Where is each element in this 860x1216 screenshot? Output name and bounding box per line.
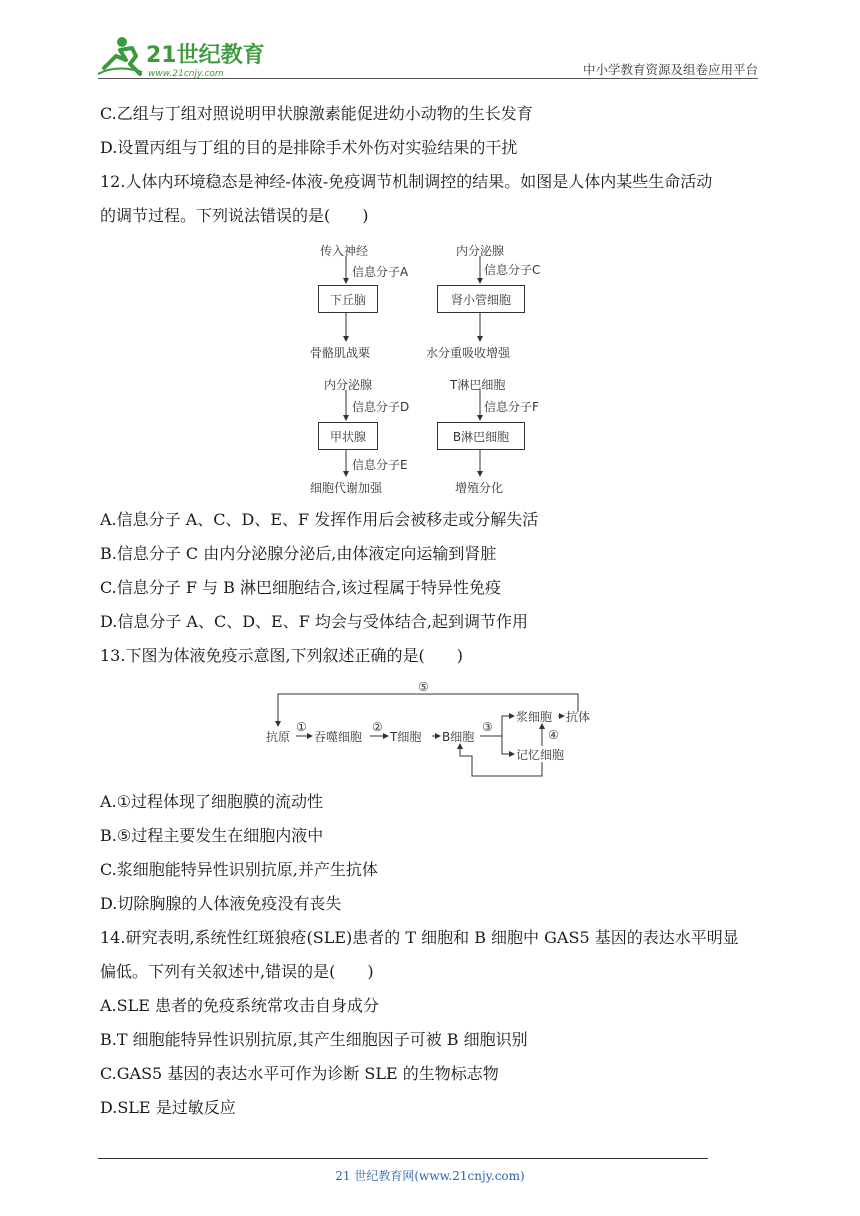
endocrine-gland-label-2: 内分泌腺 <box>324 378 373 392</box>
q13-option-a: A.①过程体现了细胞膜的流动性 <box>100 792 323 811</box>
phagocyte-label: 吞噬细胞 <box>314 730 363 744</box>
plasma-cell-label: 浆细胞 <box>516 710 553 724</box>
signal-e-label: 信息分子E <box>352 458 408 472</box>
q14-option-c: C.GAS5 基因的表达水平可作为诊断 SLE 的生物标志物 <box>100 1064 499 1083</box>
q14-stem-line2: 偏低。下列有关叙述中,错误的是( ) <box>100 962 374 981</box>
regulation-diagram <box>300 236 560 498</box>
b-cell-label: B细胞 <box>442 730 475 744</box>
q12-option-d: D.信息分子 A、C、D、E、F 均会与受体结合,起到调节作用 <box>100 612 529 631</box>
afferent-nerve-label: 传入神经 <box>320 244 369 258</box>
option-d-q11: D.设置丙组与丁组的目的是排除手术外伤对实验结果的干扰 <box>100 138 518 157</box>
q13-option-b: B.⑤过程主要发生在细胞内液中 <box>100 826 324 845</box>
option-c-q11: C.乙组与丁组对照说明甲状腺激素能促进幼小动物的生长发育 <box>100 104 533 123</box>
memory-cell-label: 记忆细胞 <box>516 748 565 762</box>
process-1-label: ① <box>296 720 307 734</box>
q13-option-d: D.切除胸腺的人体液免疫没有丧失 <box>100 894 342 913</box>
q12-option-a: A.信息分子 A、C、D、E、F 发挥作用后会被移走或分解失活 <box>100 510 539 529</box>
process-4-label: ④ <box>548 728 559 742</box>
process-2-label: ② <box>372 720 383 734</box>
metabolism-label: 细胞代谢加强 <box>310 481 383 495</box>
t-cell-label: T细胞 <box>390 730 422 744</box>
logo-url: www.21cnjy.com <box>148 69 224 79</box>
header-platform-text: 中小学教育资源及组卷应用平台 <box>582 62 758 77</box>
q12-stem-line1: 12.人体内环境稳态是神经-体液-免疫调节机制调控的结果。如图是人体内某些生命活动 <box>100 172 713 191</box>
signal-d-label: 信息分子D <box>352 400 410 414</box>
hypothalamus-box: 下丘脑 <box>318 285 378 313</box>
thyroid-box: 甲状腺 <box>318 422 378 450</box>
q12-option-c: C.信息分子 F 与 B 淋巴细胞结合,该过程属于特异性免疫 <box>100 578 502 597</box>
footer-divider <box>98 1158 708 1159</box>
b-lymphocyte-box: B淋巴细胞 <box>437 422 525 450</box>
proliferation-label: 增殖分化 <box>455 481 504 495</box>
water-reabsorption-label: 水分重吸收增强 <box>426 346 511 360</box>
signal-f-label: 信息分子F <box>484 400 539 414</box>
antigen-label: 抗原 <box>266 730 291 744</box>
q13-stem: 13.下图为体液免疫示意图,下列叙述正确的是( ) <box>100 646 464 665</box>
q12-option-b: B.信息分子 C 由内分泌腺分泌后,由体液定向运输到肾脏 <box>100 544 497 563</box>
shivering-label: 骨骼肌战栗 <box>310 346 371 360</box>
q14-option-a: A.SLE 患者的免疫系统常攻击自身成分 <box>100 996 379 1015</box>
process-3-label: ③ <box>482 720 493 734</box>
q13-option-c: C.浆细胞能特异性识别抗原,并产生抗体 <box>100 860 378 879</box>
q14-option-b: B.T 细胞能特异性识别抗原,其产生细胞因子可被 B 细胞识别 <box>100 1030 528 1049</box>
q12-stem-line2: 的调节过程。下列说法错误的是( ) <box>100 206 369 225</box>
t-lymphocyte-label: T淋巴细胞 <box>450 378 506 392</box>
signal-c-label: 信息分子C <box>484 263 541 277</box>
process-5-label: ⑤ <box>418 680 429 694</box>
runner-logo-icon <box>96 34 266 82</box>
logo <box>96 34 266 82</box>
logo-text: 21世纪教育 <box>146 43 265 68</box>
signal-a-label: 信息分子A <box>352 265 409 279</box>
humoral-immunity-diagram <box>262 680 602 780</box>
endocrine-gland-label-1: 内分泌腺 <box>456 244 505 258</box>
q14-option-d: D.SLE 是过敏反应 <box>100 1098 236 1117</box>
header-divider <box>98 78 758 79</box>
renal-tubule-cell-box: 肾小管细胞 <box>437 285 525 313</box>
antibody-label: 抗体 <box>566 710 591 724</box>
footer-link[interactable]: 21 世纪教育网(www.21cnjy.com) <box>335 1169 525 1183</box>
q14-stem-line1: 14.研究表明,系统性红斑狼疮(SLE)患者的 T 细胞和 B 细胞中 GAS5 基因的表达水平明显 <box>100 928 739 947</box>
